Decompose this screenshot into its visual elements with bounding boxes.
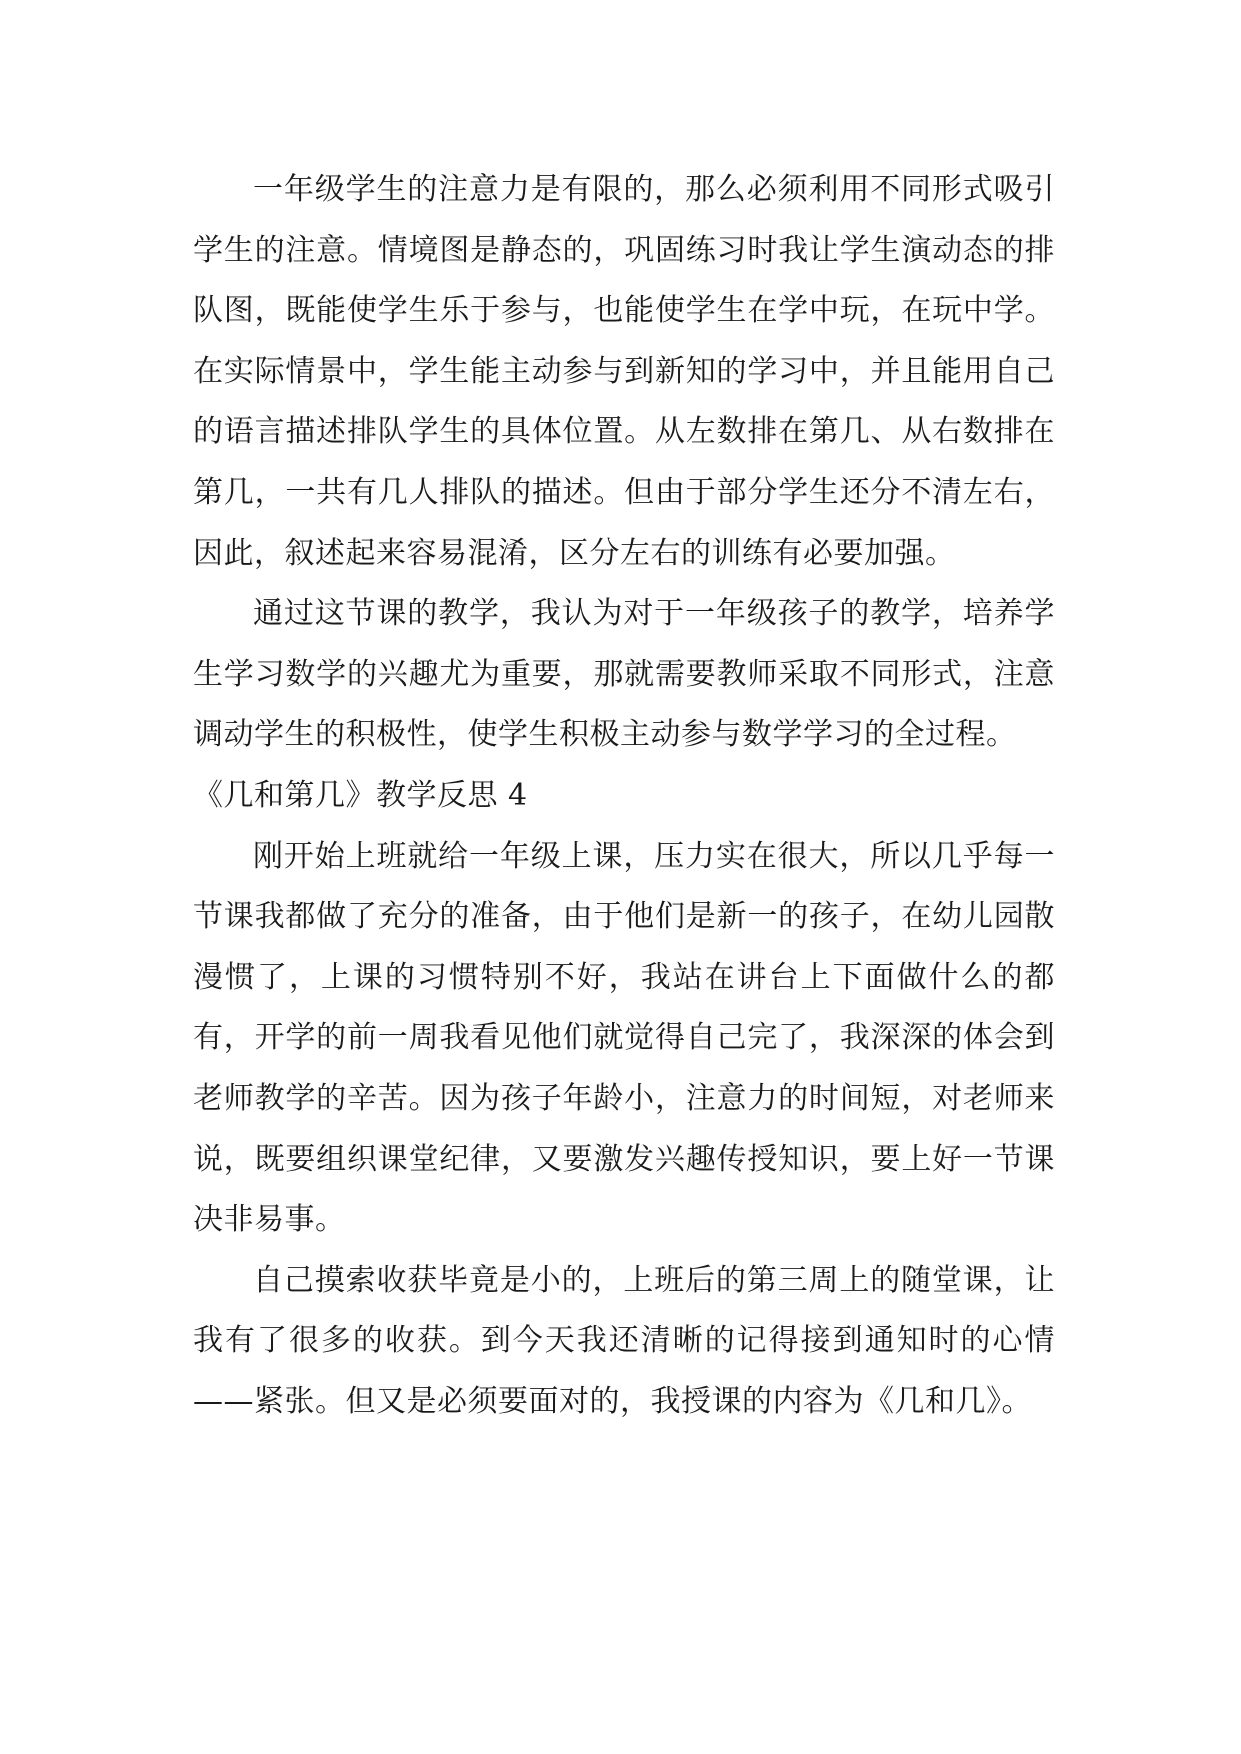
paragraph-lesson-harvest: 自己摸索收获毕竟是小的，上班后的第三周上的随堂课，让我有了很多的收获。到今天我还清晰的记得接到通知时的心情——紧张。但又是必须要面对的，我授课的内容为《几和几》。 — [193, 1262, 1055, 1419]
document-page — [193, 160, 1055, 1432]
section-heading: 《几和第几》教学反思 4 — [193, 777, 528, 813]
paragraph-attention-training: 一年级学生的注意力是有限的，那么必须利用不同形式吸引学生的注意。情境图是静态的，巩固练习时我让学生演动态的排队图，既能使学生乐于参与，也能使学生在学中玩，在玩中学。在实际情景中，学生能主动参与到新知的学习中，并且能用自己的语言描述排队学生的具体位置。从左数排在第几、从右数排在第几，一共有几人排队的描述。但由于部分学生还分不清左右，因此，叙述起来容易混淆，区分左右的训练有必要加强。 — [193, 172, 1055, 571]
paragraph-interest-summary: 通过这节课的教学，我认为对于一年级孩子的教学，培养学生学习数学的兴趣尤为重要，那就需要教师采取不同形式，注意调动学生的积极性，使学生积极主动参与数学学习的全过程。 — [193, 596, 1055, 753]
paragraph-first-class-pressure: 刚开始上班就给一年级上课，压力实在很大，所以几乎每一节课我都做了充分的准备，由于他们是新一的孩子，在幼儿园散漫惯了，上课的习惯特别不好，我站在讲台上下面做什么的都有，开学的前一周我看见他们就觉得自己完了，我深深的体会到老师教学的辛苦。因为孩子年龄小，注意力的时间短，对老师来说，既要组织课堂纪律，又要激发兴趣传授知识，要上好一节课决非易事。 — [193, 838, 1055, 1238]
